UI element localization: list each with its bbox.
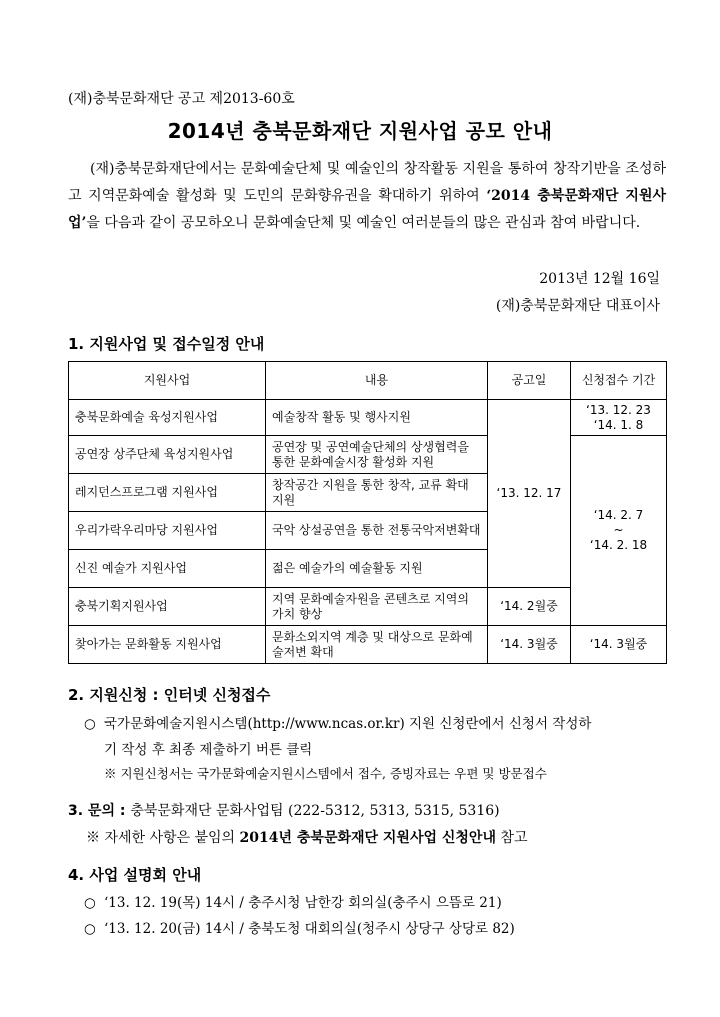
period-cell xyxy=(571,436,667,626)
program-cell: 충북문화예술 육성지원사업 xyxy=(69,400,266,436)
content-cell: 젊은 예술가의 예술활동 지원 xyxy=(266,550,488,588)
intro-paragraph xyxy=(68,156,666,237)
program-cell: 우리가락우리마당 지원사업 xyxy=(69,512,266,550)
briefing-item xyxy=(84,917,515,937)
briefing-text: ‘13. 12. 20(금) 14시 / 충북도청 대회의실(청주시 상당구 상당로 82) xyxy=(104,921,515,937)
apply-text-1: 국가문화예술지원시스템(http://www.ncas.or.kr) 지원 신청란에서 신청서 작성하 xyxy=(104,716,592,732)
header-content: 내용 xyxy=(266,362,488,400)
circle-bullet-icon: ○ xyxy=(84,921,96,937)
content-cell: 공연장 및 공연예술단체의 상생협력을 통한 문화예술시장 활성화 지원 xyxy=(266,436,488,474)
section2-title: 2. 지원신청 : 인터넷 신청접수 xyxy=(68,686,271,704)
content-cell: 창작공간 지원을 통한 창작, 교류 확대 지원 xyxy=(266,474,488,512)
header-program: 지원사업 xyxy=(69,362,266,400)
table-row xyxy=(69,626,667,664)
intro-text-1: (재)충북문화재단에서는 문화예술단체 및 예술인의 창작활동 지원을 통하여 창작기반을 조성하고 지역문화예술 활성화 및 도민의 문화향유권을 확대하기 위하여 xyxy=(68,161,666,204)
note-pre: ※ 자세한 사항은 붙임의 xyxy=(86,830,240,846)
period-tilde: ~ xyxy=(613,523,624,537)
notice-date-cell: ‘14. 2월중 xyxy=(488,588,571,626)
program-cell: 충북기획지원사업 xyxy=(69,588,266,626)
contact-info: 충북문화재단 문화사업팀 (222-5312, 5313, 5315, 5316) xyxy=(130,803,500,819)
period-start: ‘13. 12. 23 xyxy=(586,402,651,417)
table-row xyxy=(69,400,667,436)
intro-text-2: 을 다음과 같이 공모하오니 문화예술단체 및 예술인 여러분들의 많은 관심과 참여 바랍니다. xyxy=(86,215,641,231)
content-cell: 문화소외지역 계층 및 대상으로 문화예술저변 확대 xyxy=(266,626,488,664)
circle-bullet-icon: ○ xyxy=(84,895,96,911)
note-bold: 2014년 충북문화재단 지원사업 신청안내 xyxy=(239,830,496,846)
table-row xyxy=(69,436,667,474)
briefing-item xyxy=(84,891,502,911)
section3-note xyxy=(86,827,527,847)
period-end: ‘14. 1. 8 xyxy=(593,417,644,432)
section3-title: 3. 문의 : xyxy=(68,803,131,819)
program-cell: 공연장 상주단체 육성지원사업 xyxy=(69,436,266,474)
briefing-text: ‘13. 12. 19(목) 14시 / 충주시청 남한강 회의실(충주시 으뜸로 21) xyxy=(104,895,502,911)
notice-number: (재)충북문화재단 공고 제2013-60호 xyxy=(68,91,295,107)
intro-program-name: ‘2014 충북문화재단 지원사업’ xyxy=(68,188,667,231)
apply-line-2: 기 작성 후 최종 제출하기 버튼 클릭 xyxy=(104,742,313,758)
note-post: 참고 xyxy=(495,830,528,846)
page-title: 2014년 충북문화재단 지원사업 공모 안내 xyxy=(167,119,553,143)
content-cell: 지역 문화예술자원을 콘텐츠로 지역의 가치 향상 xyxy=(266,588,488,626)
section3-line xyxy=(68,800,500,820)
signature: (재)충북문화재단 대표이사 xyxy=(495,298,660,314)
content-cell: 국악 상설공연을 통한 전통국악저변확대 xyxy=(266,512,488,550)
notice-date-cell: ‘13. 12. 17 xyxy=(488,400,571,588)
header-period: 신청접수 기간 xyxy=(571,362,667,400)
header-notice-date: 공고일 xyxy=(488,362,571,400)
program-cell: 찾아가는 문화활동 지원사업 xyxy=(69,626,266,664)
circle-bullet-icon: ○ xyxy=(84,716,96,732)
table-header-row xyxy=(69,362,667,400)
section4-title: 4. 사업 설명회 안내 xyxy=(68,866,202,884)
apply-note: ※ 지원신청서는 국가문화예술지원시스템에서 접수, 증빙자료는 우편 및 방문접수 xyxy=(104,766,547,781)
period-cell: ‘14. 3월중 xyxy=(571,626,667,664)
schedule-table xyxy=(68,361,667,664)
period-start: ‘14. 2. 7 xyxy=(593,508,644,522)
section1-title: 1. 지원사업 및 접수일정 안내 xyxy=(68,335,265,353)
period-end: ‘14. 2. 18 xyxy=(589,538,648,552)
content-cell: 예술창작 활동 및 행사지원 xyxy=(266,400,488,436)
program-cell: 신진 예술가 지원사업 xyxy=(69,550,266,588)
notice-date: 2013년 12월 16일 xyxy=(539,271,660,287)
notice-date-cell: ‘14. 3월중 xyxy=(488,626,571,664)
apply-line-1 xyxy=(84,712,591,732)
program-cell: 레지던스프로그램 지원사업 xyxy=(69,474,266,512)
period-cell xyxy=(571,400,667,436)
